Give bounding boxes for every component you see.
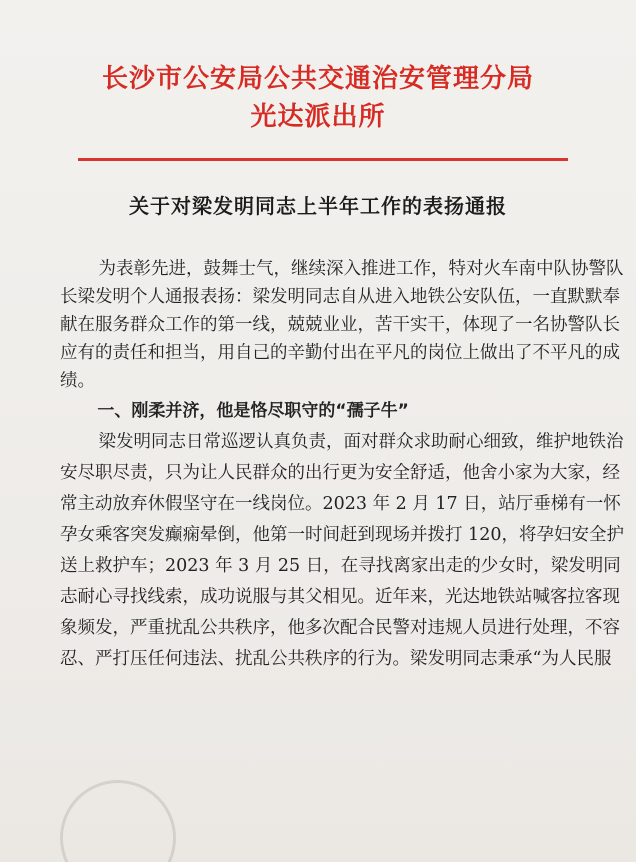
intro-paragraph: 为表彰先进，鼓舞士气，继续深入推进工作，特对火车南中队协警队长梁发明个人通报表扬：梁发明同志自从进入地铁公安队伍，一直默默奉献在服务群众工作的第一线，兢兢业业，苦干实干，体现了一名协警队长应有的责任和担当，用自己的辛勤付出在平凡的岗位上做出了不平凡的成绩。 <box>60 259 624 391</box>
red-divider <box>78 158 568 161</box>
letterhead <box>0 62 636 134</box>
section-heading: 一、刚柔并济，他是恪尽职守的“孺子牛” <box>97 401 409 421</box>
letterhead-agency: 长沙市公安局公共交通治安管理分局 <box>101 64 534 94</box>
letterhead-station: 光达派出所 <box>250 102 386 132</box>
section-paragraph: 梁发明同志日常巡逻认真负责，面对群众求助耐心细致，维护地铁治安尽职尽责，只为让人民群众的出行更为安全舒适，他舍小家为大家，经常主动放弃休假坚守在一线岗位。2023 年 2 月 17 日，站厅垂梯有一怀孕女乘客突发癫痫晕倒，他第一时间赶到现场并拨打 120，将孕妇安全护送上救护车；2023 年 3 月 25 日，在寻找离家出走的少女时，梁发明同志耐心寻找线索，成功说服与其父相见。近年来，光达地铁站喊客拉客现象频发，严重扰乱公共秩序，他多次配合民警对违规人员进行处理，不容忍、严打压任何违法、扰乱公共秩序的行为。梁发明同志秉承“为人民服 <box>60 432 624 669</box>
document-body <box>60 255 630 693</box>
stamp-seal <box>60 780 176 862</box>
document-title: 关于对梁发明同志上半年工作的表扬通报 <box>129 194 507 218</box>
